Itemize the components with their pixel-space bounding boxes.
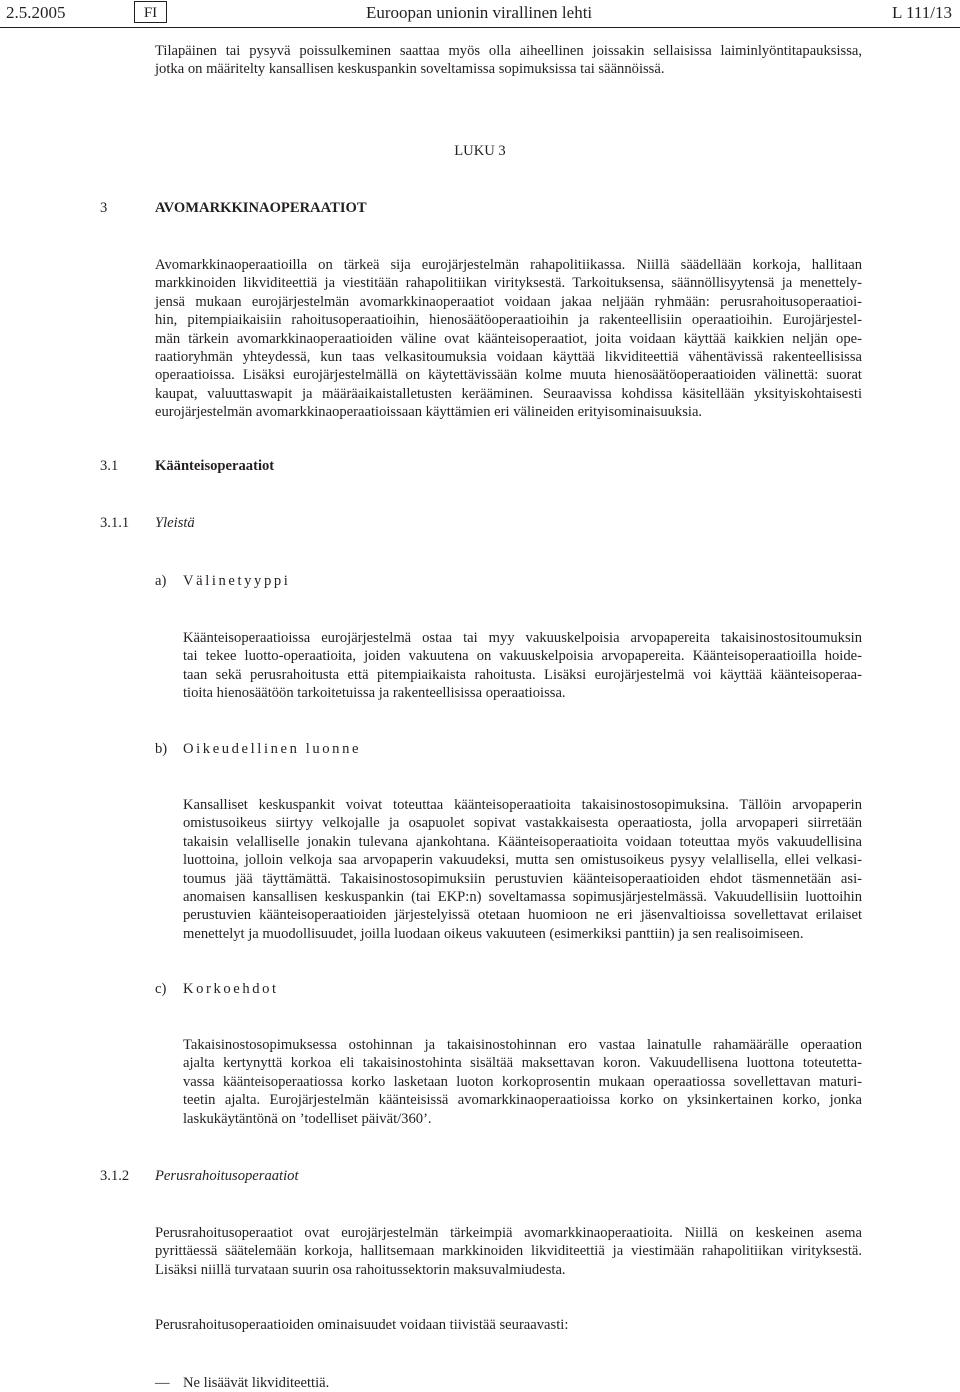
text-line: män tärkein avomarkkinaoperaatioiden väline ovat käänteisoperaatiot, joita voidaan käyttää kaikkien neljän ope- — [155, 330, 862, 347]
text-line: Lisäksi niillä turvataan suurin osa rahoitussektorin maksuvalmiudesta. — [155, 1261, 566, 1278]
text-line: operaatioissa. Lisäksi eurojärjestelmällä on käytettävissään kolme muuta hienosäätöoperaatioiden välinettä: suorat — [155, 367, 862, 384]
section-title: AVOMARKKINAOPERAATIOT — [155, 200, 367, 216]
text-line: Avomarkkinaoperaatioilla on tärkeä sija eurojärjestelmän rahapolitiikassa. Niillä säädellään korkoja, hallitaan — [155, 257, 862, 273]
section-number: 3 — [100, 200, 108, 216]
item-title-a: Välinetyyppi — [183, 573, 291, 589]
bullet-text: Ne lisäävät likviditeettiä. — [183, 1375, 330, 1391]
page-number: L 111/13 — [892, 3, 952, 22]
text-line: luottoina, jolloin velkoja saa arvopaperin vakuudeksi, mutta sen omistusoikeus pysyy velallisella, ellei velkasi- — [183, 852, 862, 869]
item-label-a: a) — [155, 573, 167, 589]
text-line: Tilapäinen tai pysyvä poissulkeminen saattaa myös olla aiheellinen joissakin sellaisissa laiminlyöntitapauksissa, — [155, 43, 862, 59]
text-line: takaisin velalliselle jonakin tulevana ajankohtana. Käänteisoperaatioita voidaan toteuttaa myös vakuudellisina — [183, 833, 862, 850]
text-line: eurojärjestelmän avomarkkinaoperaatioissaan käyttämien eri välineiden erityisominaisuuksia. — [155, 404, 703, 421]
subsection-number: 3.1.1 — [100, 515, 130, 531]
text-line: Perusrahoitusoperaatiot ovat eurojärjestelmän tärkeimpiä avomarkkinaoperaatioita. Niillä on keskeinen asema — [155, 1225, 862, 1241]
journal-title: Euroopan unionin virallinen lehti — [366, 3, 593, 22]
text-line: Käänteisoperaatioissa eurojärjestelmä ostaa tai myy vakuuskelpoisia arvopapereita takaisinostositoumuksin — [183, 630, 862, 646]
text-line: laskukäytäntönä on ’todelliset päivät/360’. — [183, 1110, 432, 1127]
subsection-number: 3.1 — [100, 458, 119, 474]
paragraph-312 — [155, 1224, 862, 1279]
text-line: hin, pitempiaikaisiin rahoitusoperaatioihin, hienosäätöoperaatioihin ja rakenteellisiin operaatioihin. Eurojärjestel- — [155, 312, 862, 329]
subsection-number: 3.1.2 — [100, 1168, 130, 1184]
paragraph-312b: Perusrahoitusoperaatioiden ominaisuudet voidaan tiivistää seuraavasti: — [155, 1317, 569, 1333]
text-line: pyrittäessä säätelemään korkoja, hallitsemaan markkinoiden likviditeettiä ja viestimään rahapolitiikan virityksestä. — [155, 1243, 862, 1260]
bullet-dash: — — [155, 1375, 170, 1391]
paragraph-b — [183, 796, 862, 943]
text-line: kaupat, valuuttaswapit ja määräaikaistalletusten kerääminen. Seuraavissa kohdissa käsitellään yksityiskohtaisesti — [155, 385, 862, 402]
text-line: Takaisinostosopimuksessa ostohinnan ja takaisinostohinnan ero vastaa lainatulle rahamäärälle operaation — [183, 1037, 862, 1053]
subsection-title: Käänteisoperaatiot — [155, 458, 275, 474]
text-line: jotka on määritelty kansallisen keskuspankin soveltamissa sopimuksissa tai säännöissä. — [155, 61, 665, 78]
subsection-title: Perusrahoitusoperaatiot — [155, 1168, 299, 1184]
item-label-c: c) — [155, 981, 167, 997]
text-line: ajalta kertynyttä korkoa eli takaisinostohinta sisältää maksettavan koron. Vakuudellisena luottona toteutetta- — [183, 1055, 862, 1072]
item-label-b: b) — [155, 741, 168, 757]
subsection-title: Yleistä — [155, 515, 195, 531]
text-line: jensä mukaan eurojärjestelmän avomarkkinaoperaatiot voidaan jakaa neljään ryhmään: perusrahoitusoperaatioi- — [155, 293, 862, 310]
header-rule — [0, 27, 960, 28]
text-line: anomaisen kansallisen keskuspankin (tai EKP:n) soveltamassa sopimusjärjestelmässä. Vakuudellisiin luottoihin — [183, 889, 862, 906]
paragraph-a — [183, 629, 862, 703]
section3-paragraph — [155, 256, 862, 422]
item-title-b: Oikeudellinen luonne — [183, 741, 362, 757]
text-line: toumus jää täyttämättä. Takaisinostosopimuksiin perustuvien käänteisoperaatioiden ehdot täsmennetään asi- — [183, 870, 862, 887]
text-line: vassa käänteisoperaatiossa korko lasketaan luoton korkoprosentin mukaan operaatiossa sovellettavan maturi- — [183, 1073, 862, 1090]
text-line: Kansalliset keskuspankit voivat toteuttaa käänteisoperaatioita takaisinostosopimuksina. Tällöin arvopaperin — [183, 797, 862, 813]
intro-paragraph — [155, 42, 862, 79]
text-line: teetin ajalta. Eurojärjestelmän käänteisissä avomarkkinaoperaatioissa korko on yksinkertainen korko, jonka — [183, 1092, 862, 1109]
text-line: tioita hienosäätöön tarkoitetuissa ja rakenteellisissa operaatioissa. — [183, 685, 566, 702]
chapter-heading: LUKU 3 — [454, 143, 506, 159]
text-line: omistusoikeus siirtyy velkojalle ja osapuolet sopivat vastakkaisesta operaatiosta, jolla arvopaperi siirretään — [183, 815, 862, 832]
text-line: markkinoiden likviditeettiä ja viestitään rahapolitiikan virityksestä. Tarkoituksensa, säännöllisyytensä ja menettely- — [155, 275, 862, 292]
paragraph-c — [183, 1036, 862, 1128]
text-line: raatioryhmän yhteydessä, kun taas velkasitoumuksia voidaan käyttää likviditeettiä vähentävissä rakenteellisissa — [155, 349, 862, 366]
language-code-box: FI — [134, 1, 167, 23]
item-title-c: Korkoehdot — [183, 981, 279, 997]
text-line: tai tekee luotto-operaatioita, joiden vakuutena on vakuuskelpoisia arvopapereita. Käänteisoperaatioilla hoide- — [183, 648, 862, 665]
text-line: perustuvien käänteisoperaatioiden järjestelyissä otetaan huomioon ne eri jäsenvaltioissa sovellettavat erilaiset — [183, 907, 862, 924]
journal-header — [0, 3, 960, 25]
text-line: taan sekä perusrahoitusta että pitempiaikaista rahoitusta. Lisäksi eurojärjestelmä voi käyttää käänteisoperaa- — [183, 666, 862, 683]
text-line: menettelyt ja muodollisuudet, joilla luodaan oikeus vakuuteen (esimerkiksi panttiin) ja sen realisoimiseen. — [183, 925, 804, 942]
publication-date: 2.5.2005 — [6, 3, 66, 22]
